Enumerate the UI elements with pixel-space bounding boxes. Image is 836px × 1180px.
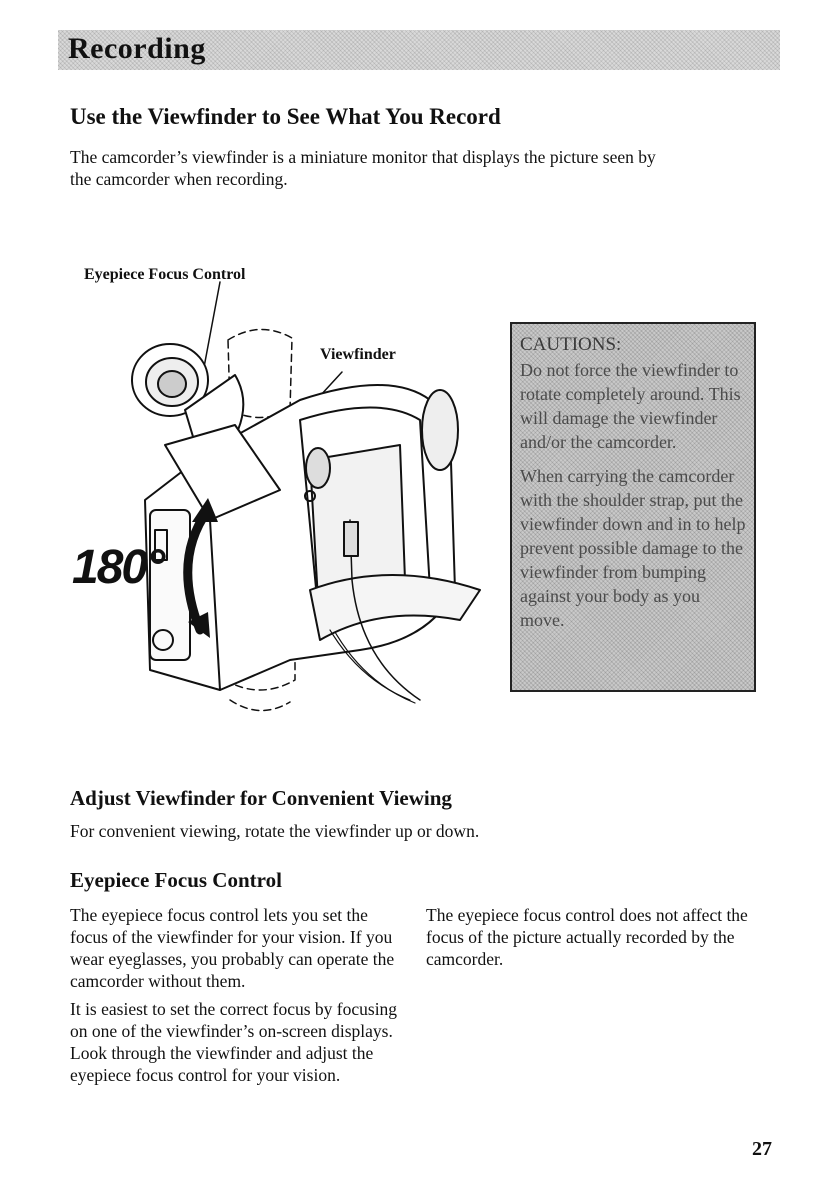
section-banner xyxy=(58,30,780,70)
body-paragraph: The eyepiece focus control does not affect the focus of the picture actually recorded by the camcorder. xyxy=(426,905,748,969)
viewfinder-label: Viewfinder xyxy=(320,346,396,363)
intro-paragraph: The camcorder’s viewfinder is a miniature monitor that displays the picture seen by the camcorder when recording. xyxy=(70,147,656,189)
banner-title: Recording xyxy=(68,32,206,65)
eyepiece-focus-label: Eyepiece Focus Control xyxy=(84,266,246,283)
section-heading-adjust: Adjust Viewfinder for Convenient Viewing xyxy=(70,786,452,810)
section-heading-viewfinder: Use the Viewfinder to See What You Record xyxy=(70,104,501,129)
text-column-left xyxy=(70,904,410,1086)
adjust-paragraph: For convenient viewing, rotate the viewfinder up or down. xyxy=(70,821,480,841)
section-heading-eyepiece: Eyepiece Focus Control xyxy=(70,868,282,892)
cautions-box xyxy=(510,322,756,692)
caution-item: When carrying the camcorder with the shoulder strap, put the viewfinder down and in to help prevent possible damage to the viewfinder from bumping against your body as you move. xyxy=(520,466,746,630)
body-paragraph: The eyepiece focus control lets you set the focus of the viewfinder for your vision. If you wear eyeglasses, you probably can operate the camcorder without them. xyxy=(70,905,395,991)
cautions-title: CAUTIONS: xyxy=(520,334,622,355)
rotation-180-label: 180° xyxy=(72,541,164,594)
text-column-right xyxy=(426,904,766,970)
body-paragraph: It is easiest to set the correct focus by focusing on one of the viewfinder’s on-screen displays. Look through the viewfinder and adjust the eyepiece focus control for your vision. xyxy=(70,999,398,1085)
camcorder-illustration xyxy=(60,260,500,760)
caution-item: Do not force the viewfinder to rotate completely around. This will damage the viewfinder and/or the camcorder. xyxy=(520,360,741,452)
page-number: 27 xyxy=(752,1138,772,1160)
